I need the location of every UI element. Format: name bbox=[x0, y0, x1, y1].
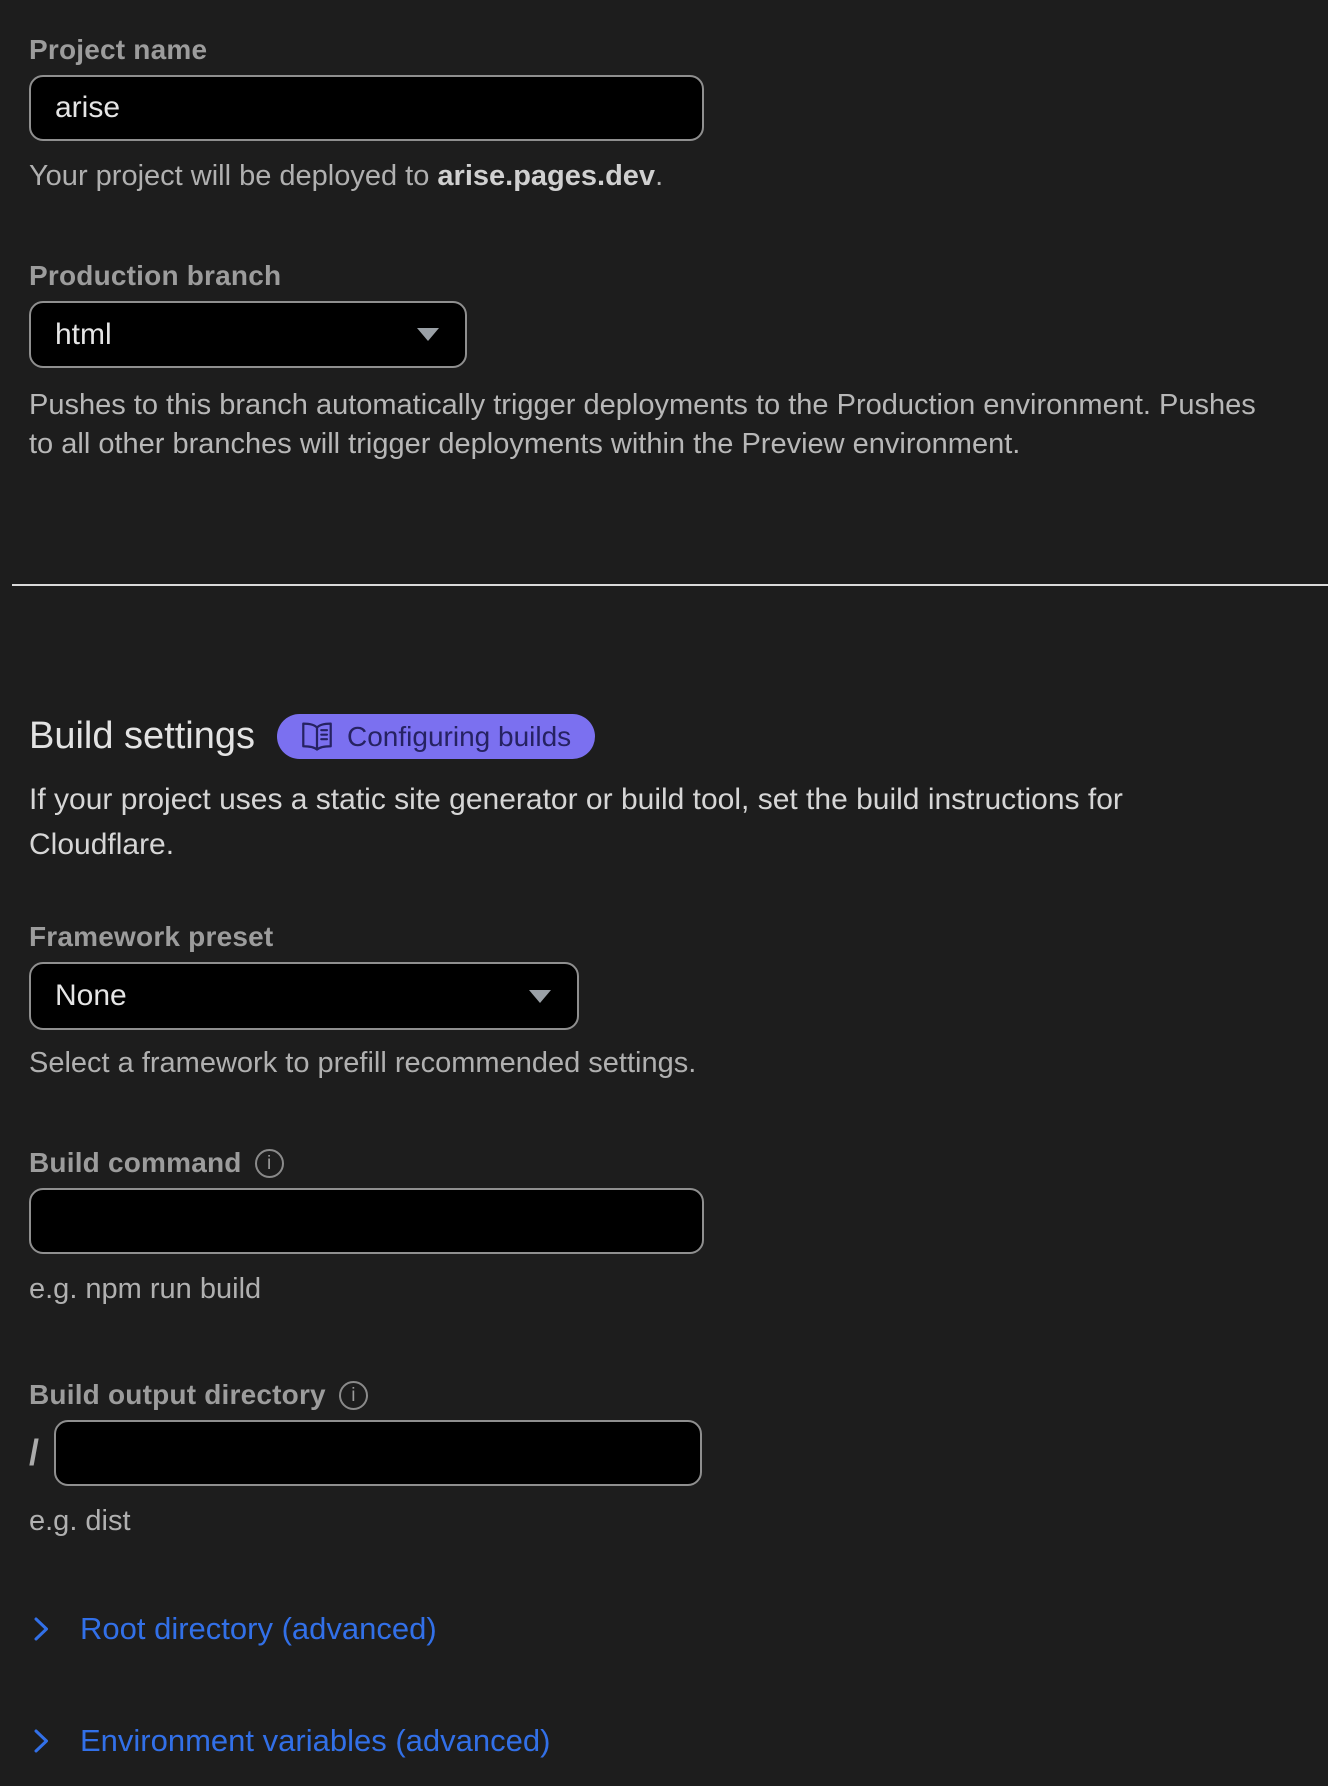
build-command-label: Build command bbox=[29, 1147, 242, 1178]
configuring-builds-label: Configuring builds bbox=[347, 720, 572, 752]
help-suffix: . bbox=[655, 160, 664, 192]
environment-variables-advanced-label: Environment variables (advanced) bbox=[80, 1723, 551, 1758]
framework-preset-help: Select a framework to prefill recommended settings. bbox=[29, 1047, 697, 1079]
chevron-down-icon bbox=[529, 990, 551, 1003]
chevron-down-icon bbox=[417, 328, 439, 341]
production-branch-label: Production branch bbox=[29, 260, 282, 291]
section-divider bbox=[12, 584, 1328, 586]
framework-preset-select[interactable] bbox=[29, 962, 579, 1030]
configuring-builds-badge[interactable] bbox=[277, 714, 595, 759]
framework-preset-field bbox=[29, 921, 1328, 1081]
path-prefix: / bbox=[29, 1432, 40, 1473]
framework-preset-value: None bbox=[55, 979, 127, 1012]
project-name-help bbox=[29, 158, 1328, 194]
framework-preset-label: Framework preset bbox=[29, 921, 274, 952]
root-directory-advanced-link[interactable] bbox=[29, 1611, 437, 1647]
build-output-directory-field bbox=[29, 1379, 1328, 1539]
info-icon[interactable] bbox=[255, 1149, 284, 1178]
help-prefix: Your project will be deployed to bbox=[29, 160, 438, 192]
build-output-directory-help: e.g. dist bbox=[29, 1505, 131, 1537]
chevron-right-icon bbox=[29, 1724, 53, 1758]
chevron-right-icon bbox=[29, 1612, 53, 1646]
production-branch-field bbox=[29, 260, 1328, 464]
build-command-help: e.g. npm run build bbox=[29, 1273, 262, 1305]
open-book-icon bbox=[301, 722, 333, 751]
build-output-directory-input[interactable] bbox=[54, 1420, 702, 1486]
production-branch-select[interactable] bbox=[29, 301, 467, 368]
build-output-directory-label: Build output directory bbox=[29, 1379, 326, 1410]
production-branch-help: Pushes to this branch automatically trigger deployments to the Production environment. Pushes to all other branches will trigger deployments within the Preview environment. bbox=[29, 389, 1256, 460]
build-settings-description: If your project uses a static site generator or build tool, set the build instructions for Cloudflare. bbox=[29, 783, 1123, 861]
project-name-field bbox=[29, 34, 1328, 194]
build-command-input[interactable] bbox=[29, 1188, 704, 1254]
build-command-field bbox=[29, 1147, 1328, 1307]
project-name-input[interactable] bbox=[29, 75, 704, 141]
build-settings-heading: Build settings bbox=[29, 715, 256, 757]
production-branch-value: html bbox=[55, 317, 112, 351]
build-settings-header bbox=[29, 714, 1328, 759]
project-name-label: Project name bbox=[29, 34, 208, 65]
environment-variables-advanced-link[interactable] bbox=[29, 1723, 550, 1759]
deploy-domain: arise.pages.dev bbox=[437, 160, 656, 192]
info-icon[interactable] bbox=[339, 1381, 368, 1410]
root-directory-advanced-label: Root directory (advanced) bbox=[80, 1611, 437, 1646]
